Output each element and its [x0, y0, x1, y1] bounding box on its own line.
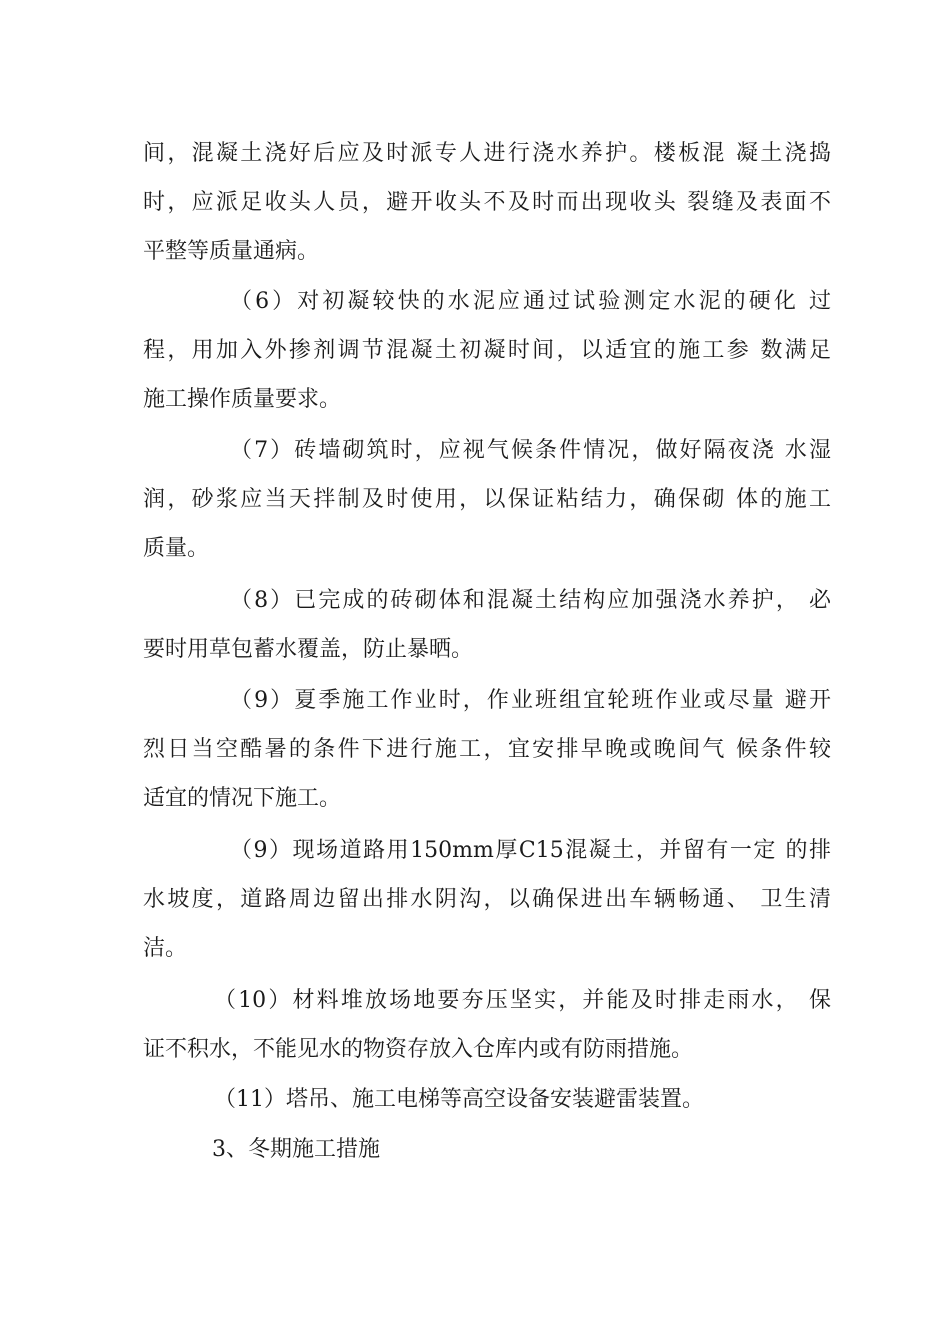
text-line: 程，用加入外掺剂调节混凝土初凝时间，以适宜的施工参 数满足 [143, 338, 831, 363]
text-line: 间，混凝土浇好后应及时派专人进行浇水养护。楼板混 凝土浇捣 [143, 141, 831, 166]
text-line: （11）塔吊、施工电梯等高空设备安装避雷装置。 [214, 1087, 704, 1112]
text-line: 水坡度，道路周边留出排水阴沟，以确保进出车辆畅通、 卫生清 [143, 887, 831, 912]
text-line: （10）材料堆放场地要夯压坚实，并能及时排走雨水， 保 [214, 988, 831, 1013]
text-line: （8）已完成的砖砌体和混凝土结构应加强浇水养护， 必 [230, 588, 831, 613]
text-line: 施工操作质量要求。 [143, 387, 342, 412]
text-line: 平整等质量通病。 [143, 239, 320, 264]
text-line: 要时用草包蓄水覆盖，防止暴晒。 [143, 637, 474, 662]
text-line: （6）对初凝较快的水泥应通过试验测定水泥的硬化 过 [230, 289, 831, 314]
text-line: 证不积水，不能见水的物资存放入仓库内或有防雨措施。 [143, 1037, 694, 1062]
text-line: 时，应派足收头人员，避开收头不及时而出现收头 裂缝及表面不 [143, 190, 831, 215]
section-heading: 3、冬期施工措施 [212, 1137, 380, 1162]
text-line: 洁。 [143, 936, 188, 961]
text-line: （7）砖墙砌筑时，应视气候条件情况，做好隔夜浇 水湿 [230, 438, 831, 463]
text-line: （9）现场道路用150mm厚C15混凝土，并留有一定 的排 [230, 838, 831, 863]
text-line: 润，砂浆应当天拌制及时使用，以保证粘结力，确保砌 体的施工 [143, 487, 831, 512]
text-line: 适宜的情况下施工。 [143, 786, 342, 811]
text-line: （9）夏季施工作业时，作业班组宜轮班作业或尽量 避开 [230, 688, 831, 713]
text-line: 烈日当空酷暑的条件下进行施工，宜安排早晚或晚间气 候条件较 [143, 737, 831, 762]
text-line: 质量。 [143, 536, 210, 561]
